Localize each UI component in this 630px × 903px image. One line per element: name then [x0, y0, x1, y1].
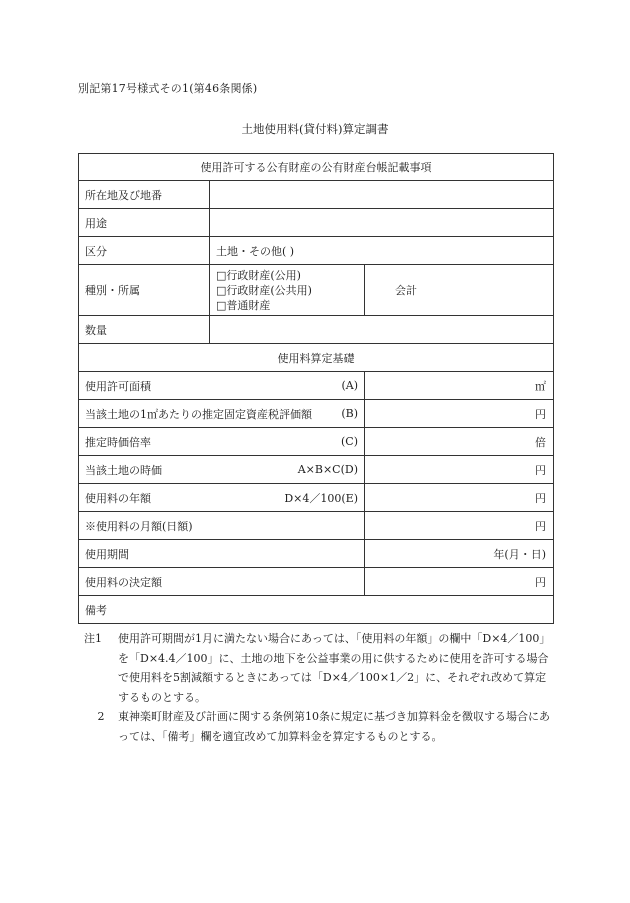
basis-row-value[interactable]	[365, 568, 554, 596]
row-unit: ㎡	[535, 379, 547, 393]
quantity-label: 数量	[79, 316, 210, 344]
row-formula: (A)	[341, 379, 358, 392]
row-formula: A×B×C(D)	[297, 463, 358, 476]
footnote-text: 使用許可期間が1月に満たない場合にあっては、「使用料の年額」の欄中「D×4／100」を「D×4.4／100」に、土地の地下を公益事業の用に供するために使用を許可する場合で使用料を5割減額するときにあっては「D×4／100×1／2」に、それぞれ改めて算定するものとする。	[118, 632, 551, 704]
row-formula: (C)	[341, 435, 358, 448]
footnotes	[84, 629, 556, 746]
row-unit: 倍	[535, 435, 547, 449]
basis-row-label	[79, 568, 365, 596]
basis-row-value[interactable]	[365, 400, 554, 428]
row-label: 使用料の決定額	[85, 575, 162, 589]
row-label: 当該土地の時価	[85, 463, 162, 477]
footnote-number: 注1	[84, 632, 102, 645]
basis-row-label	[79, 372, 365, 400]
basis-row-value[interactable]	[365, 484, 554, 512]
basis-row-value[interactable]	[365, 456, 554, 484]
basis-row-value[interactable]	[365, 428, 554, 456]
basis-row-label	[79, 428, 365, 456]
type-label: 種別・所属	[79, 265, 210, 316]
footnote-number: 2	[97, 710, 105, 723]
account-label: 会計	[365, 265, 554, 316]
form-number: 別記第17号様式その1(第46条関係)	[78, 82, 258, 95]
location-field[interactable]	[210, 181, 554, 209]
remarks-row[interactable]	[79, 596, 554, 624]
type-option-public-use[interactable]: □行政財産(公用)	[216, 268, 301, 282]
row-unit: 円	[535, 575, 547, 589]
row-label: 使用期間	[85, 547, 129, 561]
row-formula: (B)	[341, 407, 358, 420]
basis-row-value[interactable]	[365, 372, 554, 400]
row-label: ※使用料の月額(日額)	[85, 519, 193, 533]
row-label: 推定時価倍率	[85, 435, 151, 449]
row-label: 使用料の年額	[85, 491, 151, 505]
use-label: 用途	[79, 209, 210, 237]
type-option-ordinary[interactable]: □普通財産	[216, 298, 271, 312]
use-field[interactable]	[210, 209, 554, 237]
basis-row-value[interactable]	[365, 540, 554, 568]
row-unit: 円	[535, 463, 547, 477]
basis-row-label	[79, 540, 365, 568]
row-formula: D×4／100(E)	[284, 491, 358, 505]
row-label: 使用許可面積	[85, 379, 151, 393]
row-label: 当該土地の1㎡あたりの推定固定資産税評価額	[85, 407, 312, 421]
footnote-item	[84, 707, 556, 746]
location-label: 所在地及び地番	[79, 181, 210, 209]
category-label: 区分	[79, 237, 210, 265]
assessment-table	[78, 153, 554, 624]
basis-row-label	[79, 456, 365, 484]
section1-heading: 使用許可する公有財産の公有財産台帳記載事項	[79, 154, 554, 181]
type-option-public-common[interactable]: □行政財産(公共用)	[216, 283, 312, 297]
basis-row-label	[79, 400, 365, 428]
basis-row-label	[79, 512, 365, 540]
type-options	[210, 265, 365, 316]
remarks-label: 備考	[85, 603, 107, 617]
row-unit: 円	[535, 519, 547, 533]
basis-row-label	[79, 484, 365, 512]
category-value[interactable]: 土地・その他( )	[210, 237, 554, 265]
document-title: 土地使用料(貸付料)算定調書	[241, 122, 389, 136]
footnote-item	[84, 629, 556, 707]
quantity-field[interactable]	[210, 316, 554, 344]
footnote-text: 東神楽町財産及び計画に関する条例第10条に規定に基づき加算料金を徴収する場合にあっては、「備考」欄を適宜改めて加算料金を算定するものとする。	[118, 710, 550, 743]
basis-row-value[interactable]	[365, 512, 554, 540]
section2-heading: 使用料算定基礎	[79, 344, 554, 372]
row-unit: 円	[535, 407, 547, 421]
row-unit: 円	[535, 491, 547, 505]
row-unit: 年(月・日)	[493, 547, 547, 561]
